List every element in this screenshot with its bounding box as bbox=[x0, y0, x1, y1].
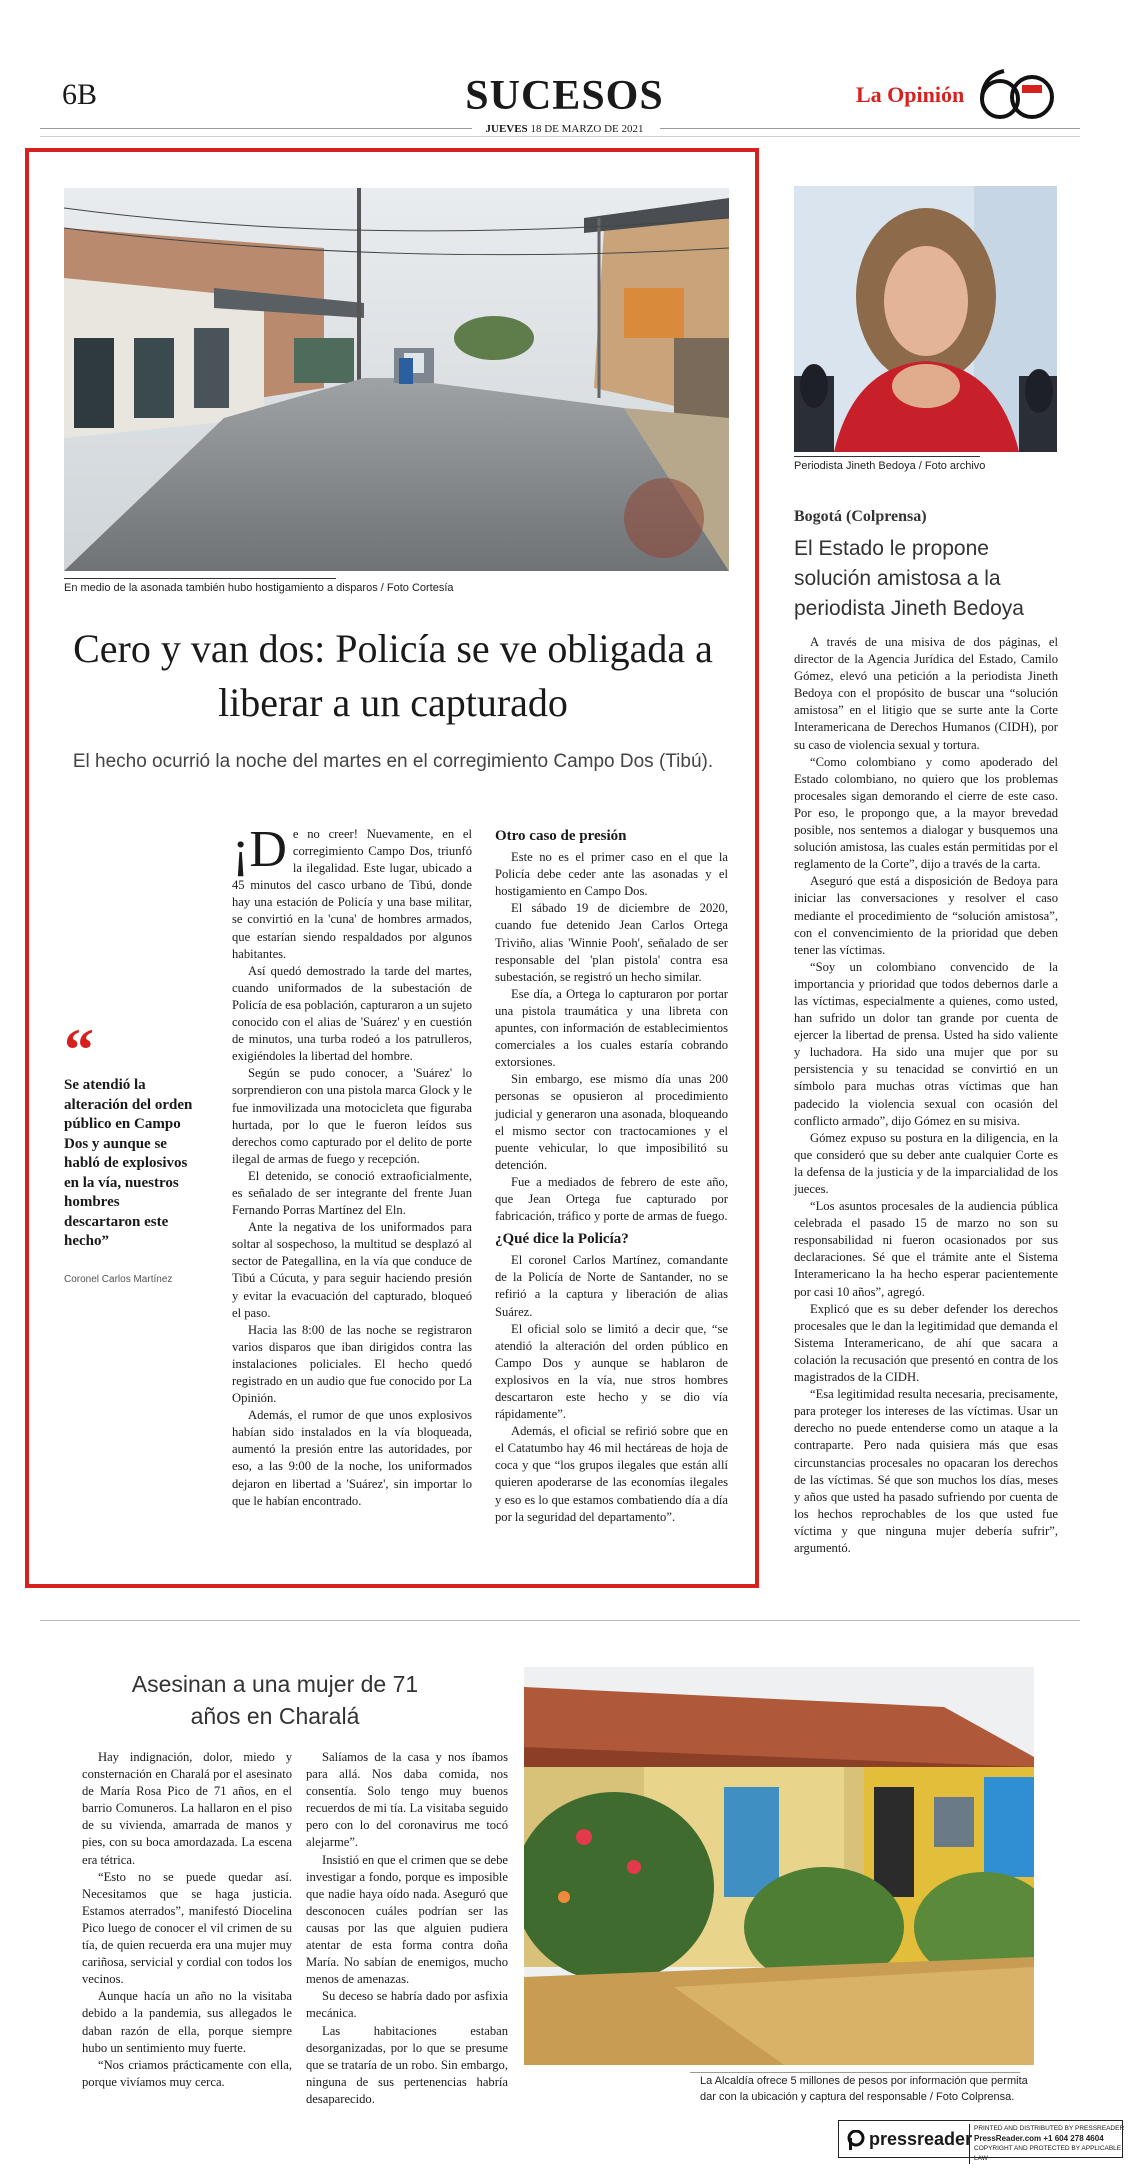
subheading-police: ¿Qué dice la Policía? bbox=[495, 1231, 629, 1248]
main-headline: Cero y van dos: Policía se ve obligada a liberar a un capturado bbox=[73, 626, 713, 725]
crime-scene-house-photo bbox=[524, 1667, 1034, 2065]
pressreader-line-3: COPYRIGHT AND PROTECTED BY APPLICABLE LAW bbox=[974, 2145, 1122, 2162]
article-paragraph: Ante la negativa de los uniformados para soltar al sospechoso, la multitud se desplazó al sector de Pategallina, en la vía que conduce de Tibú a Cúcuta, y para seguir haciendo presión y evitar la evacuación del capturado, bloqueó el paso. bbox=[232, 1220, 472, 1320]
pressreader-line-2: PressReader.com +1 604 278 4604 bbox=[974, 2134, 1104, 2143]
pressreader-brand: pressreader bbox=[869, 2129, 973, 2149]
main-story-photo bbox=[64, 188, 729, 571]
article-paragraph: Las habitaciones estaban desorganizadas, por lo que se presume que se trataría de un robo. Sin embargo, ninguna de sus pertenencias habría desaparecido. bbox=[306, 2023, 508, 2106]
article-paragraph: Salíamos de la casa y nos íbamos para allá. Nos daba comida, nos consentía. Solo tengo muy buenos recuerdos de mi tía. La visitaba seguido pero con lo del coronavirus me tocó alejarme”. bbox=[306, 1750, 508, 1850]
article-paragraph: El sábado 19 de diciembre de 2020, cuando fue detenido Jean Carlos Ortega Triviño, alias 'Winnie Pooh', señalado de ser responsable del 'plan pistola' contra esa subestación, se registró un hecho similar. bbox=[495, 901, 728, 984]
article-paragraph: El oficial solo se limitó a decir que, “se atendió la alteración del orden público en Campo Dos y aunque se hablaron de explosivos en la vía, nue stros hombres descartaron este hecho y se dio vía rápidamente”. bbox=[495, 1321, 728, 1422]
dateline-date: 18 DE MARZO DE 2021 bbox=[530, 123, 644, 135]
article-paragraph: Insistió en que el crimen que se debe investigar a fondo, porque es imposible que nadie haya oído nada. Aseguró que desconocen cuáles podrían ser las causas por las que alguien pudiera atentar de esta forma contra doña María. No sabían de enemigos, mucho menos de amenazas. bbox=[306, 1852, 508, 1987]
article-paragraph: Así quedó demostrado la tarde del martes, cuando uniformados de la subestación de Policía de esa población, capturaron a un sujeto conocido con el alias de 'Suárez' y en cuestión de minutos, una turba rodeó a los patrulleros, exigiéndoles la libertad del hombre. bbox=[232, 963, 472, 1064]
article-paragraph: El detenido, se conoció extraoficialmente, es señalado de ser integrante del frente Juan Fernando Porras Martínez del Eln. bbox=[232, 1168, 472, 1218]
journalist-portrait-photo bbox=[794, 186, 1057, 452]
article-paragraph: Fue a mediados de febrero de este año, que Jean Ortega fue capturado por fabricación, tráfico y porte de armas de fuego. bbox=[495, 1174, 728, 1224]
article-paragraph: Hay indignación, dolor, miedo y consternación en Charalá por el asesinato de María Rosa Pico de 71 años, en el barrio Comuneros. La hallaron en el piso de su vivienda, amarrada de manos y pies, con su boca amordazada. La escena era tétrica. bbox=[82, 1750, 292, 1867]
pull-quote-author: Coronel Carlos Martínez bbox=[64, 1273, 173, 1285]
article-paragraph: Este no es el primer caso en el que la Policía debe ceder ante las asonadas y el hostigamiento en Campo Dos. bbox=[495, 850, 728, 899]
header-rule bbox=[40, 136, 1080, 137]
right-story-dateline: Bogotá (Colprensa) bbox=[794, 508, 927, 525]
section-title: SUCESOS bbox=[465, 73, 664, 119]
article-paragraph: A través de una misiva de dos páginas, el director de la Agencia Jurídica del Estado, Camilo Gómez, elevó una petición a la periodista Jineth Bedoya con el propósito de buscar una “solución amistosa” en el litigio que se surte ante la Corte Interamericana de Derechos Humanos (CIDH), por su caso de violencia sexual y tortura. bbox=[794, 635, 1058, 752]
pressreader-logo-icon bbox=[847, 2130, 865, 2150]
pressreader-line-1: PRINTED AND DISTRIBUTED BY PRESSREADER bbox=[974, 2125, 1125, 2132]
caption-rule bbox=[64, 578, 336, 579]
article-paragraph: “Nos criamos prácticamente con ella, porque vivíamos muy cerca. bbox=[82, 2057, 292, 2089]
header-rule-right bbox=[660, 128, 1080, 129]
article-paragraph: Además, el rumor de que unos explosivos habían sido instalados en la vía bloqueada, aumentó la presión entre las autoridades, por eso, a las 9:00 de la noche, los uniformados dejaron en libertad a 'Suárez', sin importar lo que le habían encontrado. bbox=[232, 1408, 472, 1508]
article-paragraph: El coronel Carlos Martínez, comandante de la Policía de Norte de Santander, no se refirió a la captura y liberación de alias Suárez. bbox=[495, 1253, 728, 1319]
quote-mark-icon: “ bbox=[64, 1017, 94, 1083]
article-paragraph: Según se pudo conocer, a 'Suárez' lo sorprendieron con una pistola marca Glock y le fue inmovilizada una motocicleta que figuraba hurtada, por lo que le fueron leídos sus derechos como capturado por el delito de porte ilegal de armas de fuego y recepción. bbox=[232, 1066, 472, 1166]
bottom-story-column-2 bbox=[306, 1749, 508, 2108]
right-story-headline: El Estado le propone solución amistosa a la periodista Jineth Bedoya bbox=[794, 537, 1024, 620]
article-paragraph: “Como colombiano y como apoderado del Estado colombiano, no quiero que los problemas procesales sigan demorando el cierre de este caso. Por eso, le propongo que, a la mayor brevedad posible, nos sentemos a dialogar y busquemos una solución amistosa, las cuales están permitidas por el reglamento de la Corte”, dijo a través de la carta. bbox=[794, 754, 1058, 872]
anniversary-60-icon bbox=[974, 65, 1060, 125]
bottom-story-column-1 bbox=[82, 1749, 292, 2091]
right-story-body bbox=[794, 634, 1058, 1557]
pressreader-badge bbox=[838, 2120, 1125, 2162]
bottom-photo-caption: La Alcaldía ofrece 5 millones de pesos por información que permita dar con la ubicación y captura del responsable / Foto Colprensa. bbox=[700, 2075, 1028, 2103]
article-paragraph: “Esa legitimidad resulta necesaria, precisamente, para proteger los intereses de las víctimas. Usar un derecho no puede entenderse como un ataque a la contraparte. Pero nada quisiera más que esas circunstancias procesales no opacaran los derechos de las víctimas. Sé que son muchos los días, meses y años que usted ha pasado sufriendo por cuenta de los hechos reprochables de los que usted fue víctima y que ninguna mujer debería sufrir”, argumentó. bbox=[794, 1387, 1058, 1555]
article-paragraph: Ese día, a Ortega lo capturaron por portar una pistola traumática y una libreta con apuntes, con información de establecimientos comerciales a los cuales estaría cobrando extorsiones. bbox=[495, 986, 728, 1070]
header-rule-left bbox=[40, 128, 472, 129]
article-paragraph: “Soy un colombiano convencido de la importancia y prioridad que todos debernos darle a las víctimas, especialmente a quienes, como usted, han sufrido un dolor tan grande por cuenta de ejercer la libertad de prensa. Usted ha sido valiente y luchadora. Ha sido una mujer que por su persistencia y su tenacidad se convirtió en un símbolo para muchas otras víctimas que han padecido la violencia sexual con ocasión del conflicto armado”, dijo Gómez en su misiva. bbox=[794, 959, 1058, 1128]
pull-quote-text: Se atendió la alteración del orden público en Campo Dos y aunque se habló de explosivos en la vía, nuestros hombres descartaron este hecho” bbox=[64, 1077, 193, 1249]
pull-quote bbox=[64, 1017, 194, 1285]
portrait-caption: Periodista Jineth Bedoya / Foto archivo bbox=[794, 460, 986, 472]
article-paragraph: Hacia las 8:00 de las noche se registraron varios disparos que iban dirigidos contra las instalaciones policiales. El hecho quedó registrado en un audio que fue conocido por La Opinión. bbox=[232, 1322, 472, 1406]
subheading-other-case: Otro caso de presión bbox=[495, 828, 627, 844]
main-photo-caption: En medio de la asonada también hubo hostigamiento a disparos / Foto Cortesía bbox=[64, 582, 454, 594]
caption-rule bbox=[794, 456, 980, 457]
caption-rule bbox=[690, 2072, 1020, 2073]
article-paragraph: Sin embargo, ese mismo día unas 200 personas se opusieron al procedimiento judicial y generaron una asonada, bloqueando el mismo sector con tractocamiones y el puente vehicular, lo que imposibilitó su detención. bbox=[495, 1072, 728, 1172]
article-paragraph: Además, el oficial se refirió sobre que en el Catatumbo hay 46 mil hectáreas de hoja de coca y que “los grupos ilegales que están allí quieren apoderarse de las economías ilegales y eso es lo que estamos combatiendo día a día por la seguridad del departamento”. bbox=[495, 1424, 728, 1524]
pressreader-notice bbox=[969, 2124, 1126, 2164]
page-number: 6B bbox=[62, 78, 98, 111]
article-paragraph: Su deceso se habría dado por asfixia mecánica. bbox=[306, 1989, 508, 2021]
article-paragraph: “Los asuntos procesales de la audiencia pública celebrada el pasado 15 de marzo no son su responsabilidad ni fueron ocasionados por sus declaraciones. Sé que el trámite ante el Sistema Interamericano la ha hecho esperar pacientemente por casi 10 años”, agregó. bbox=[794, 1199, 1058, 1299]
drop-cap: ¡D bbox=[232, 821, 287, 878]
newspaper-logo bbox=[856, 65, 1061, 125]
main-story-column-2 bbox=[495, 822, 728, 1526]
article-paragraph: ¡D e no creer! Nuevamente, en el corregimiento Campo Dos, triunfó la ilegalidad. Este lugar, ubicado a 45 minutos del casco urbano de Tibú, donde hay una estación de Policía y una base militar, se convirtió en la 'cuna' de hombres armados, que estarían siendo respaldados por algunos habitantes. bbox=[232, 821, 472, 961]
article-paragraph: Explicó que es su deber defender los derechos procesales que le dan la legitimidad que demanda el Sistema Interamericano, de ahí que sacara a colación la recusación que presentó en contra de los magistrados de la CIDH. bbox=[794, 1301, 1058, 1385]
article-paragraph: “Esto no se puede quedar así. Necesitamos que se haga justicia. Estamos aterrados”, manifestó Diocelina Pico luego de conocer el vil crimen de su tía, de quien recuerda era una mujer muy cariñosa, servicial y cordial con todos los vecinos. bbox=[82, 1869, 292, 1987]
article-paragraph: Aseguró que está a disposición de Bedoya para iniciar las conversaciones y resolver el caso mediante el procedimiento de “solución amistosa”, con el convencimiento de la prioridad que deben tener las víctimas. bbox=[794, 874, 1058, 957]
article-paragraph: Aunque hacía un año no la visitaba debido a la pandemia, sus allegados le daban razón de ella, porque siempre hubo un sentimiento muy fuerte. bbox=[82, 1989, 292, 2055]
dateline-day: JUEVES bbox=[485, 123, 528, 135]
story-separator bbox=[40, 1620, 1080, 1621]
main-subhead: El hecho ocurrió la noche del martes en el corregimiento Campo Dos (Tibú). bbox=[72, 751, 714, 772]
main-story-column-1 bbox=[232, 821, 472, 1510]
bottom-story-headline: Asesinan a una mujer de 71 años en Charalá bbox=[131, 1671, 419, 1729]
article-paragraph: Gómez expuso su postura en la diligencia, en la que consideró que su deber ante cualquier Corte es la defensa de la justicia y de la imparcialidad de los jueces. bbox=[794, 1130, 1058, 1196]
logo-text: La Opinión bbox=[856, 82, 965, 107]
